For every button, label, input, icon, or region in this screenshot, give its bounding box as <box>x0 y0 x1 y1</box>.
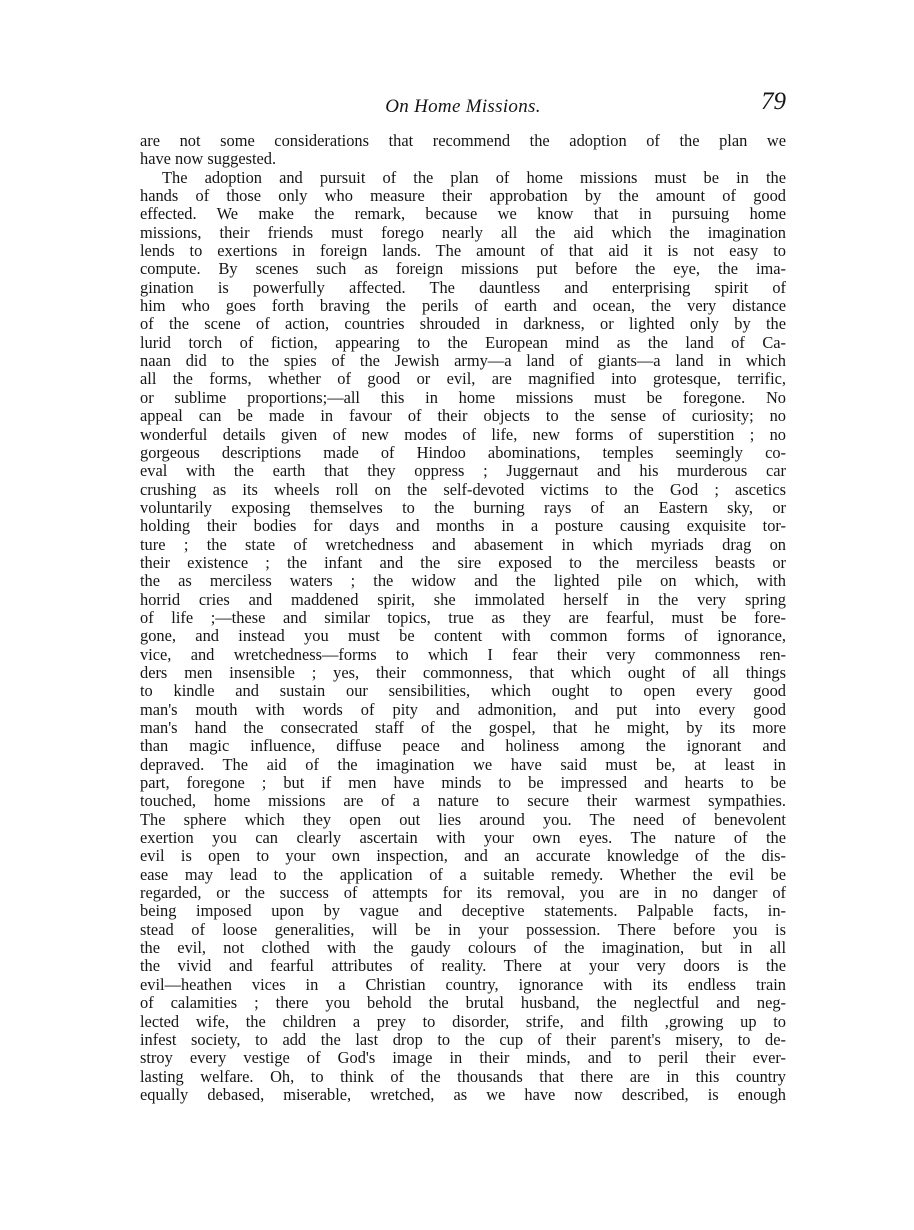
text-line: being imposed upon by vague and deceptive statements. Palpable facts, in- <box>140 902 786 921</box>
text-line: of life ;—these and similar topics, true as they are fearful, must be fore- <box>140 608 786 627</box>
text-line: naan did to the spies of the Jewish army—a land of giants—a land in which <box>140 352 786 371</box>
text-line: ture ; the state of wretchedness and abasement in which myriads drag on <box>140 535 786 554</box>
text-line: stroy every vestige of God's image in their minds, and to peril their ever- <box>140 1049 786 1068</box>
text-line: him who goes forth braving the perils of earth and ocean, the very distance <box>140 297 786 316</box>
paragraph-start-line: The adoption and pursuit of the plan of home missions must be in the <box>162 168 786 187</box>
text-line: infest society, to add the last drop to the cup of their parent's misery, to de- <box>140 1030 786 1049</box>
text-line: wonderful details given of new modes of life, new forms of superstition ; no <box>140 425 786 444</box>
page-number: 79 <box>761 88 786 115</box>
text-line: vice, and wretchedness—forms to which I fear their very commonness ren- <box>140 645 786 664</box>
text-line: effected. We make the remark, because we know that in pursuing home <box>140 205 786 224</box>
text-line: stead of loose generalities, will be in your possession. There before you is <box>140 920 786 939</box>
text-line: lected wife, the children a prey to disorder, strife, and filth ,growing up to <box>140 1012 786 1031</box>
text-line: lends to exertions in foreign lands. The amount of that aid it is not easy to <box>140 242 786 261</box>
text-line: eval with the earth that they oppress ; Juggernaut and his murderous car <box>140 462 786 481</box>
text-line: of the scene of action, countries shrouded in darkness, or lighted only by the <box>140 315 786 334</box>
text-line: the vivid and fearful attributes of reality. There at your very doors is the <box>140 957 786 976</box>
text-line: ease may lead to the application of a suitable remedy. Whether the evil be <box>140 865 786 884</box>
running-title: On Home Missions. <box>385 96 541 117</box>
text-line: the evil, not clothed with the gaudy colours of the imagination, but in all <box>140 939 786 958</box>
text-line: of calamities ; there you behold the brutal husband, the neglectful and neg- <box>140 994 786 1013</box>
text-line: have now suggested. <box>140 150 277 169</box>
text-line: gone, and instead you must be content with common forms of ignorance, <box>140 627 786 646</box>
text-line: horrid cries and maddened spirit, she immolated herself in the very spring <box>140 590 786 609</box>
text-line: holding their bodies for days and months in a posture causing exquisite tor- <box>140 517 786 536</box>
page-header <box>140 88 786 120</box>
text-line: part, foregone ; but if men have minds to be impressed and hearts to be <box>140 774 786 793</box>
text-line: compute. By scenes such as foreign missions put before the eye, the ima- <box>140 260 786 279</box>
text-line: The sphere which they open out lies around you. The need of benevolent <box>140 810 786 829</box>
text-line: regarded, or the success of attempts for its removal, you are in no danger of <box>140 884 786 903</box>
text-line: depraved. The aid of the imagination we have said must be, at least in <box>140 755 786 774</box>
text-line: gorgeous descriptions made of Hindoo abominations, temples seemingly co- <box>140 443 786 462</box>
text-line: than magic influence, diffuse peace and holiness among the ignorant and <box>140 737 786 756</box>
text-line: lasting welfare. Oh, to think of the thousands that there are in this country <box>140 1067 786 1086</box>
text-line: all the forms, whether of good or evil, are magnified into grotesque, terrific, <box>140 370 786 389</box>
text-line: crushing as its wheels roll on the self-devoted victims to the God ; ascetics <box>140 480 786 499</box>
text-line: equally debased, miserable, wretched, as we have now described, is enough <box>140 1085 786 1104</box>
text-line: evil is open to your own inspection, and an accurate knowledge of the dis- <box>140 847 786 866</box>
text-line: touched, home missions are of a nature to secure their warmest sympathies. <box>140 792 786 811</box>
text-line: missions, their friends must forego nearly all the aid which the imagination <box>140 223 786 242</box>
text-line: appeal can be made in favour of their objects to the sense of curiosity; no <box>140 407 786 426</box>
text-line: ders men insensible ; yes, their commonness, that which ought of all things <box>140 663 786 682</box>
text-line: their existence ; the infant and the sire exposed to the merciless beasts or <box>140 553 786 572</box>
text-line: man's hand the consecrated staff of the gospel, that he might, by its more <box>140 719 786 737</box>
text-line: hands of those only who measure their approbation by the amount of good <box>140 187 786 206</box>
text-line: gination is powerfully affected. The dauntless and enterprising spirit of <box>140 278 786 297</box>
text-line: evil—heathen vices in a Christian country, ignorance with its endless train <box>140 975 786 994</box>
text-line: are not some considerations that recommend the adoption of the plan we <box>140 132 786 150</box>
text-line: exertion you can clearly ascertain with your own eyes. The nature of the <box>140 829 786 848</box>
text-line: voluntarily exposing themselves to the burning rays of an Eastern sky, or <box>140 498 786 517</box>
text-line: the as merciless waters ; the widow and the lighted pile on which, with <box>140 572 786 591</box>
body-text <box>140 132 786 1104</box>
text-line: or sublime proportions;—all this in home missions must be foregone. No <box>140 388 786 407</box>
text-line: lurid torch of fiction, appearing to the European mind as the land of Ca- <box>140 333 786 352</box>
text-line: man's mouth with words of pity and admonition, and put into every good <box>140 700 786 719</box>
text-line: to kindle and sustain our sensibilities, which ought to open every good <box>140 682 786 701</box>
